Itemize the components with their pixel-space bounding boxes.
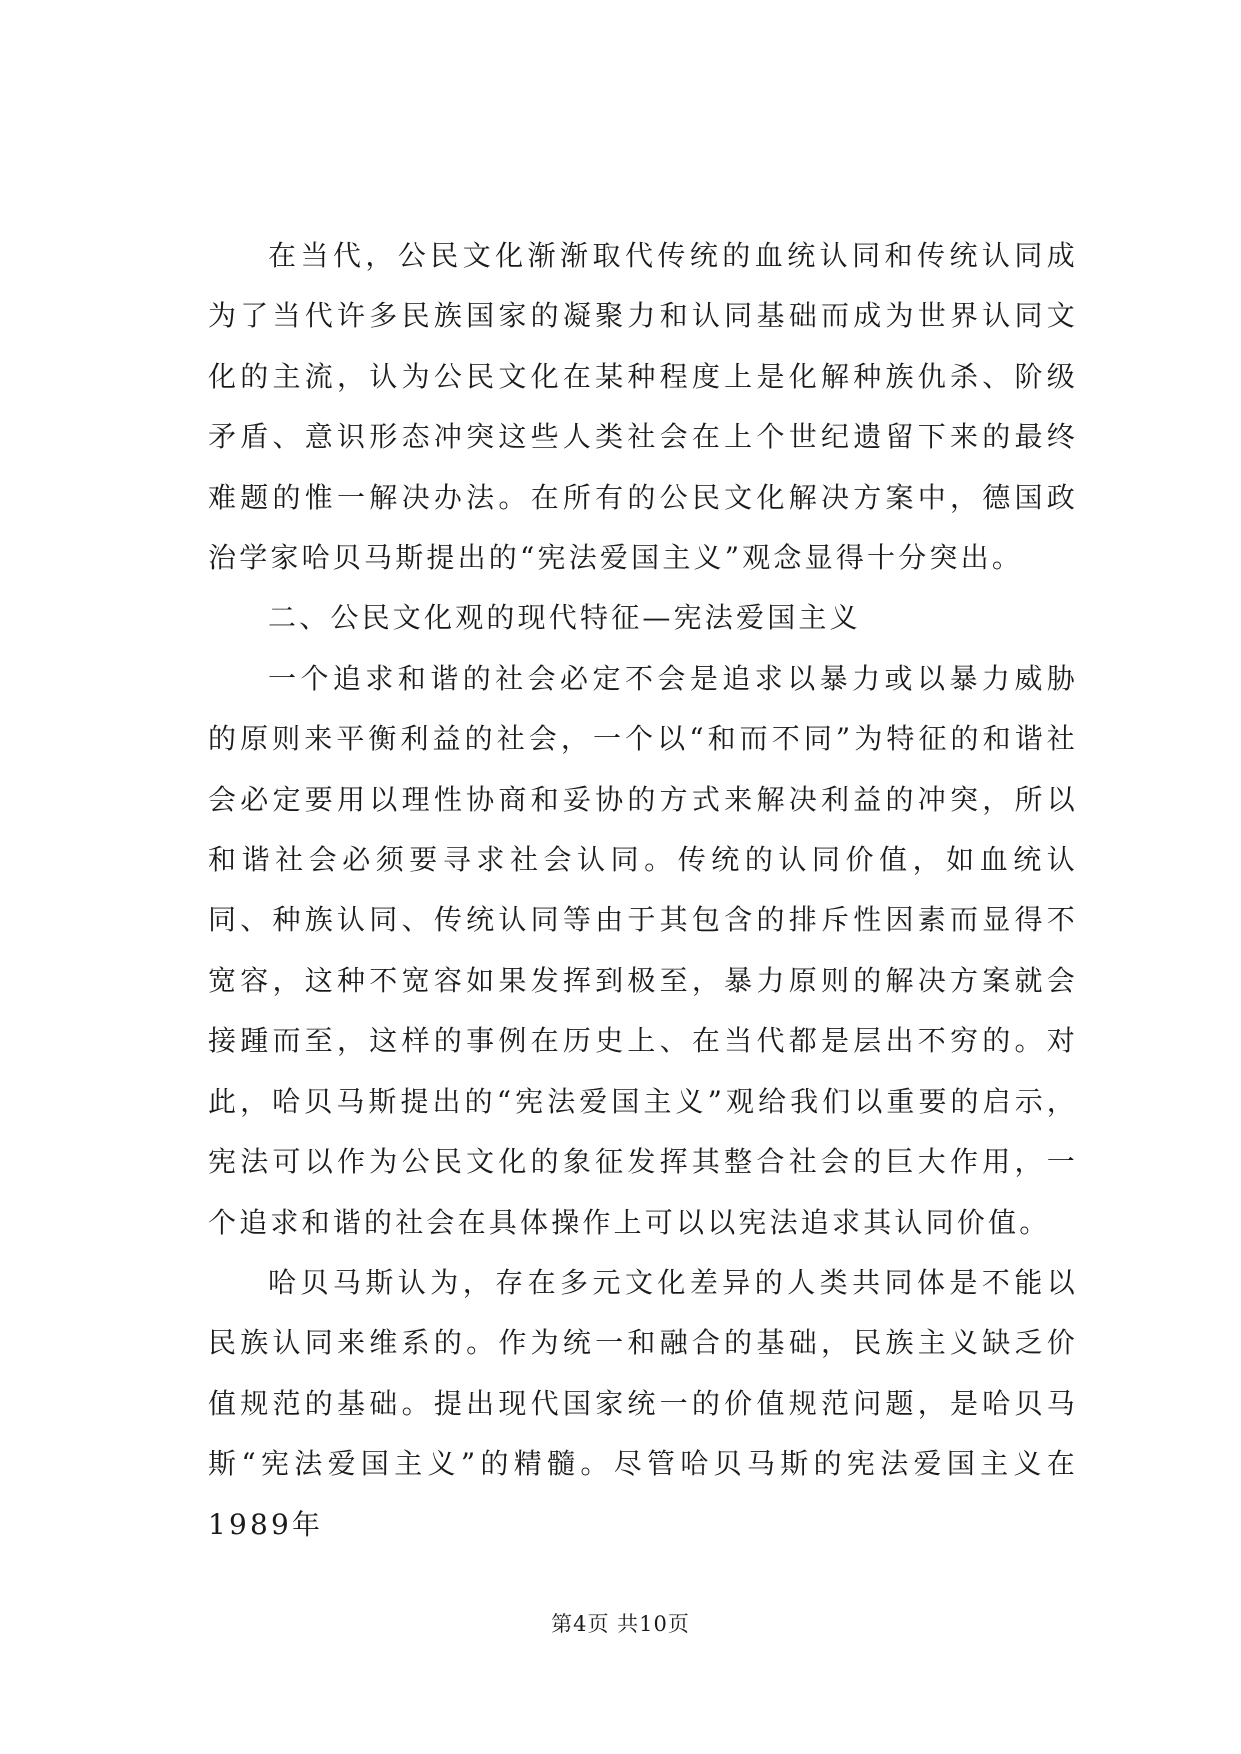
paragraph-habermas: 哈贝马斯认为，存在多元文化差异的人类共同体是不能以民族认同来维系的。作为统一和融合的基础，民族主义缺乏价值规范的基础。提出现代国家统一的价值规范问题，是哈贝马斯“宪法爱国主义”的精髓。尽管哈贝马斯的宪法爱国主义在1989年 <box>208 1265 1078 1541</box>
paragraph-harmonious-society: 一个追求和谐的社会必定不会是追求以暴力或以暴力威胁的原则来平衡利益的社会，一个以“和而不同”为特征的和谐社会必定要用以理性协商和妥协的方式来解决利益的冲突，所以和谐社会必须要寻求社会认同。传统的认同价值，如血统认同、种族认同、传统认同等由于其包含的排斥性因素而显得不宽容，这种不宽容如果发挥到极至，暴力原则的解决方案就会接踵而至，这样的事例在历史上、在当代都是层出不穷的。对此，哈贝马斯提出的“宪法爱国主义”观给我们以重要的启示，宪法可以作为公民文化的象征发挥其整合社会的巨大作用，一个追求和谐的社会在具体操作上可以以宪法追求其认同价值。 <box>208 661 1078 1239</box>
paragraph-contemporary-civic-culture: 在当代，公民文化渐渐取代传统的血统认同和传统认同成为了当代许多民族国家的凝聚力和认同基础而成为世界认同文化的主流，认为公民文化在某种程度上是化解种族仇杀、阶级矛盾、意识形态冲突这些人类社会在上个世纪遗留下来的最终难题的惟一解决办法。在所有的公民文化解决方案中，德国政治学家哈贝马斯提出的“宪法爱国主义”观念显得十分突出。 <box>208 239 1078 575</box>
document-body <box>208 226 1078 1555</box>
section-heading: 二、公民文化观的现代特征—宪法爱国主义 <box>268 601 861 635</box>
page-number-footer: 第4页 共10页 <box>551 1612 690 1636</box>
